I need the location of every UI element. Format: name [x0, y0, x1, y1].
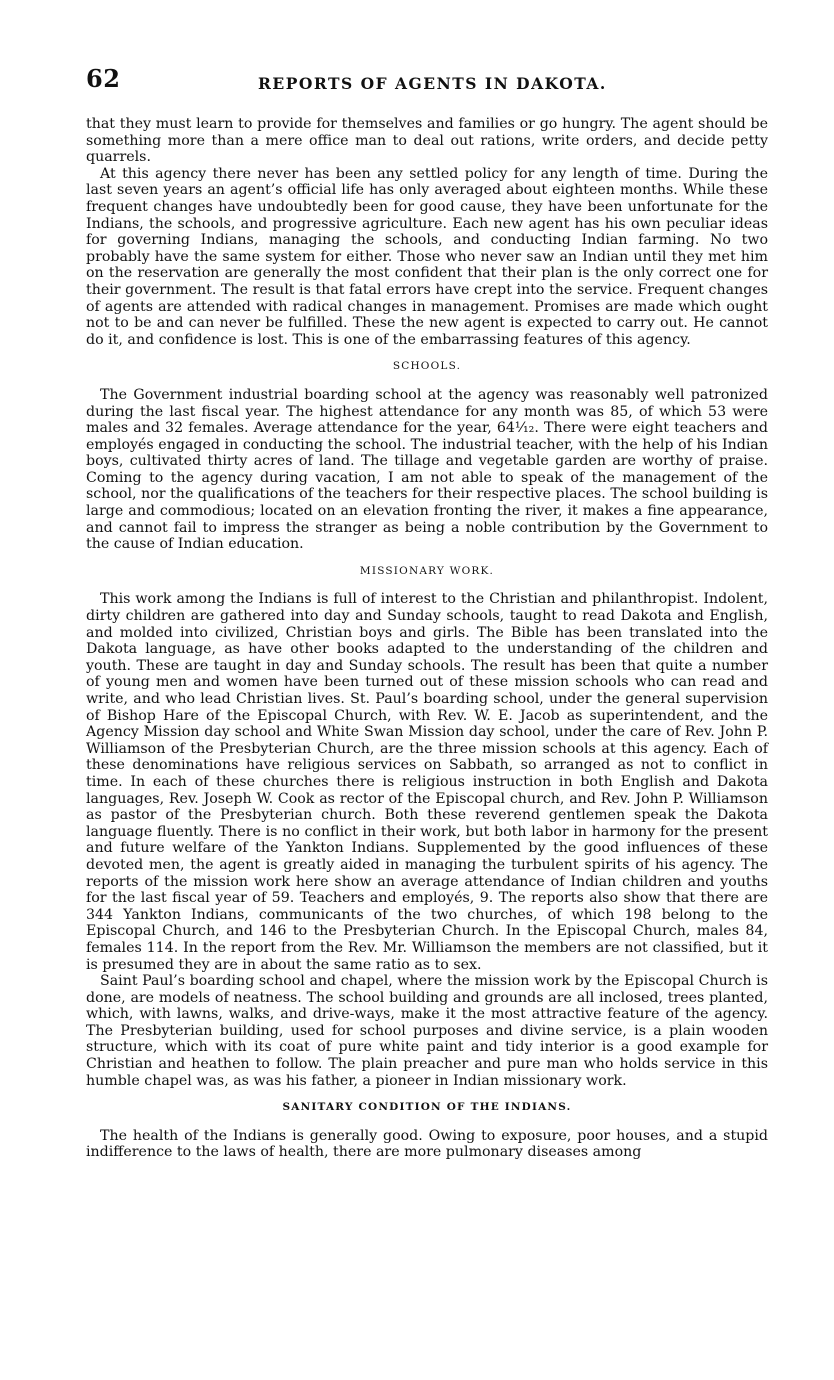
paragraph: The Government industrial boarding school at the agency was reasonably well patronized during the last fiscal year. The highest attendance for any month was 85, of which 53 were males and 32 females. Average attendance for the year, 64¹⁄₁₂. There were eight teachers and employés engaged in conducting the school. The industrial teacher, with the help of his Indian boys, cultivated thirty acres of land. The tillage and vegetable garden are worthy of praise. Coming to the agency during vacation, I am not able to speak of the management of the school, nor the qualifications of the teachers for their respective places. The school building is large and commodious; located on an elevation fronting the river, it makes a fine appearance, and cannot fail to impress the stranger as being a noble contribution by the Government to the cause of Indian education.: [86, 386, 768, 553]
section-heading-schools: SCHOOLS.: [392, 360, 462, 373]
section-heading-sanitary-condition: SANITARY CONDITION OF THE INDIANS.: [282, 1101, 572, 1114]
paragraph: Saint Paul’s boarding school and chapel, where the mission work by the Episcopal Church is done, are models of neatness. The school building and grounds are all inclosed, trees planted, which, with lawns, walks, and drive-ways, make it the most attractive feature of the agency. The Presbyterian building, used for school purposes and divine service, is a plain wooden structure, which with its coat of pure white paint and tidy interior is a good example for Christian and heathen to follow. The plain preacher and pure man who holds service in this humble chapel was, as was his father, a pioneer in Indian missionary work.: [86, 973, 768, 1089]
paragraph: that they must learn to provide for themselves and families or go hungry. The agent should be something more than a mere office man to deal out rations, write orders, and decide petty quarrels.: [86, 116, 768, 166]
running-head: REPORTS OF AGENTS IN DAKOTA.: [258, 74, 607, 93]
page-header: [86, 64, 776, 100]
paragraph: The health of the Indians is generally good. Owing to exposure, poor houses, and a stupid indifference to the laws of health, there are more pulmonary diseases among: [86, 1127, 768, 1161]
body-text: [86, 116, 768, 1161]
section-heading-missionary-work: MISSIONARY WORK.: [359, 564, 495, 577]
paragraph: This work among the Indians is full of interest to the Christian and philanthropist. Indolent, dirty children are gathered into day and Sunday schools, taught to read Dakota and English, and molded into civilized, Christian boys and girls. The Bible has been translated into the Dakota language, as have other books adapted to the understanding of the children and youth. These are taught in day and Sunday schools. The result has been that quite a number of young men and women have been turned out of these mission schools who can read and write, and who lead Christian lives. St. Paul’s boarding school, under the general supervision of Bishop Hare of the Episcopal Church, with Rev. W. E. Jacob as superintendent, and the Agency Mission day school and White Swan Mission day school, under the care of Rev. John P. Williamson of the Presbyterian Church, are the three mission schools at this agency. Each of these denominations have religious services on Sabbath, so arranged as not to conflict in time. In each of these churches there is religious instruction in both English and Dakota languages, Rev. Joseph W. Cook as rector of the Episcopal church, and Rev. John P. Williamson as pastor of the Presbyterian church. Both these reverend gentlemen speak the Dakota language fluently. There is no conflict in their work, but both labor in harmony for the present and future welfare of the Yankton Indians. Supplemented by the good influences of these devoted men, the agent is greatly aided in managing the turbulent spirits of his agency. The reports of the mission work here show an average attendance of Indian children and youths for the last fiscal year of 59. Teachers and employés, 9. The reports also show that there are 344 Yankton Indians, communicants of the two churches, of which 198 belong to the Episcopal Church, and 146 to the Presbyterian Church. In the Episcopal Church, males 84, females 114. In the report from the Rev. Mr. Williamson the members are not classified, but it is presumed they are in about the same ratio as to sex.: [86, 591, 768, 973]
paragraph: At this agency there never has been any settled policy for any length of time. During the last seven years an agent’s official life has only averaged about eighteen months. While these frequent changes have undoubtedly been for good cause, they have been unfortunate for the Indians, the schools, and progressive agriculture. Each new agent has his own peculiar ideas for governing Indians, managing the schools, and conducting Indian farming. No two probably have the same system for either. Those who never saw an Indian until they met him on the reservation are generally the most confident that their plan is the only correct one for their government. The result is that fatal errors have crept into the service. Frequent changes of agents are attended with radical changes in management. Promises are made which ought not to be and can never be fulfilled. These the new agent is expected to carry out. He cannot do it, and confidence is lost. This is one of the embarrassing features of this agency.: [86, 165, 768, 348]
page-number: 62: [86, 64, 121, 93]
